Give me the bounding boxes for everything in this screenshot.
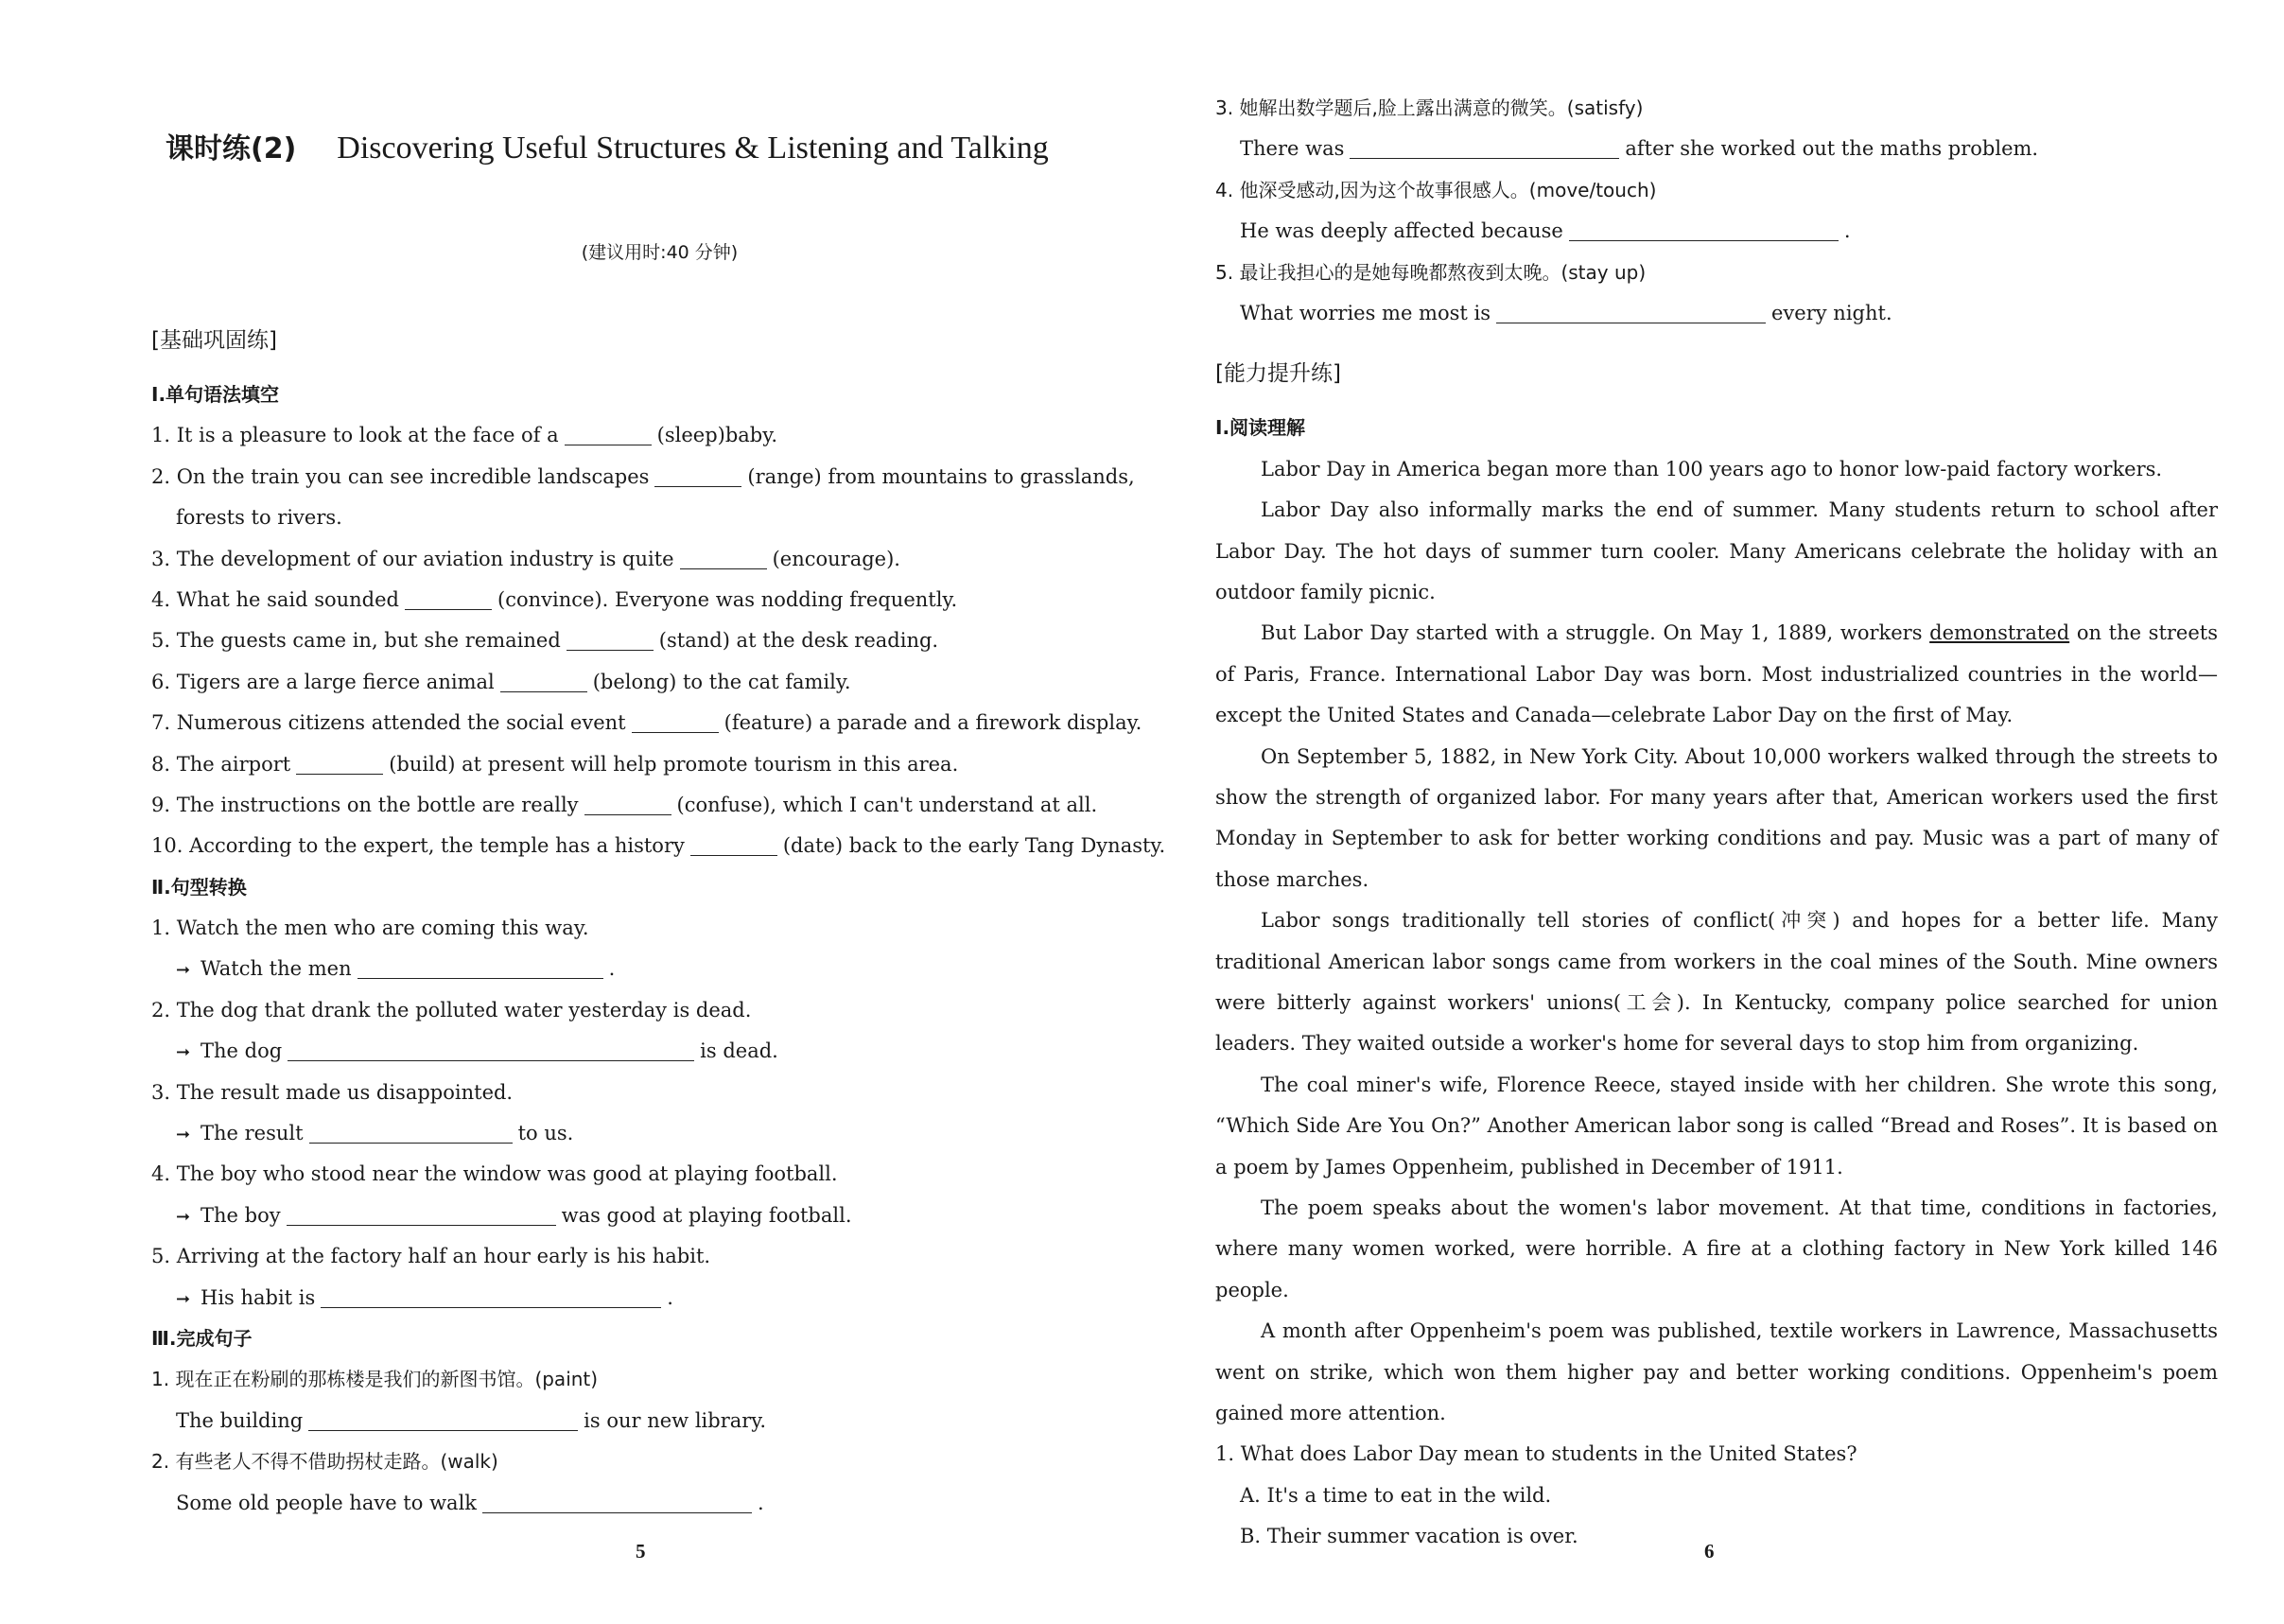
grammar-item: 6. Tigers are a large fierce animal (belong) to the cat family.: [151, 670, 851, 693]
transform-answer: ➞ The boy was good at playing football.: [151, 1196, 1220, 1236]
section-title: Ⅰ.阅读理解: [1215, 416, 1306, 440]
translation-answer: The building is our new library.: [176, 1408, 767, 1432]
answer-blank[interactable]: [680, 546, 767, 569]
grammar-item: 5. The guests came in, but she remained (stand) at the desk reading.: [151, 629, 939, 653]
translation-prompt: 2. 有些老人不得不借助拐杖走路。(walk): [151, 1450, 498, 1474]
section-title: Ⅲ.完成句子: [151, 1326, 253, 1350]
translation-answer: What worries me most is every night.: [1240, 301, 1892, 324]
grammar-item: 2. On the train you can see incredible landscapes (range) from mountains to grasslands,: [151, 464, 1135, 488]
answer-blank[interactable]: [567, 627, 654, 651]
grammar-item: 9. The instructions on the bottle are really (confuse), which I can't understand at all.: [151, 793, 1098, 816]
transform-answer: ➞ Watch the men .: [151, 949, 1220, 989]
transform-question: 1. Watch the men who are coming this way.: [151, 917, 589, 940]
translation-answer: Some old people have to walk .: [176, 1491, 764, 1514]
reading-paragraph: Labor Day also informally marks the end of summer. Many students return to school after Labor Day. The hot days of summer turn cooler. Many Americans celebrate the holiday with an outdoor family picnic.: [1215, 498, 2218, 603]
arrow-icon: ➞: [176, 1206, 191, 1227]
reading-paragraph: A month after Oppenheim's poem was published, textile workers in Lawrence, Massachusetts went on strike, which won them higher pay and better working conditions. Oppenheim's poem gained more attention.: [1215, 1319, 2218, 1425]
left-page: [151, 0, 1220, 1624]
answer-blank[interactable]: [308, 1407, 578, 1431]
transform-question: 4. The boy who stood near the window was good at playing football.: [151, 1162, 838, 1186]
translation-answer: There was after she worked out the maths problem.: [1240, 137, 2039, 161]
answer-blank[interactable]: [1350, 135, 1619, 159]
section-title: Ⅱ.句型转换: [151, 875, 247, 899]
grammar-item-continued: forests to rivers.: [176, 506, 342, 530]
transform-question: 5. Arriving at the factory half an hour early is his habit.: [151, 1245, 711, 1268]
answer-blank[interactable]: [584, 792, 671, 815]
answer-blank[interactable]: [632, 709, 719, 733]
underlined-word: demonstrated: [1929, 621, 2070, 645]
suggested-time: (建议用时:40 分钟): [581, 242, 739, 263]
answer-blank[interactable]: [296, 751, 383, 775]
reading-paragraph: The coal miner's wife, Florence Reece, stayed inside with her children. She wrote this song, “Which Side Are You On?” Another American labor song is called “Bread and Roses”. It is based on a poem by James Oppenheim, published in December of 1911.: [1215, 1073, 2218, 1179]
answer-blank[interactable]: [1569, 218, 1839, 241]
answer-blank[interactable]: [482, 1490, 752, 1513]
answer-blank[interactable]: [654, 463, 741, 487]
answer-blank[interactable]: [357, 955, 603, 979]
section-title: Ⅰ.单句语法填空: [151, 383, 280, 406]
page-number: 6: [1704, 1540, 1715, 1563]
answer-option[interactable]: A. It's a time to eat in the wild.: [1240, 1483, 1552, 1507]
reading-paragraph: Labor songs traditionally tell stories of conflict(冲突) and hopes for a better life. Many traditional American labor songs came from workers in the coal mines of the South. Mine owners were bitterly against workers' unions(工会). In Kentucky, company police searched for union leaders. They waited outside a worker's home for several days to stop him from organizing.: [1215, 909, 2218, 1056]
grammar-item: 10. According to the expert, the temple has a history (date) back to the early Tang Dynasty.: [151, 834, 1166, 858]
answer-option[interactable]: B. Their summer vacation is over.: [1240, 1525, 1578, 1548]
translation-prompt: 3. 她解出数学题后,脸上露出满意的微笑。(satisfy): [1215, 96, 1644, 119]
grammar-item: 3. The development of our aviation industry is quite (encourage).: [151, 547, 900, 570]
left-content: [151, 308, 1220, 1524]
reading-paragraph: The poem speaks about the women's labor movement. At that time, conditions in factories, where many women worked, were horrible. A fire at a clothing factory in New York killed 146 people.: [1215, 1196, 2218, 1301]
basic-header: [基础巩固练]: [151, 328, 277, 353]
answer-blank[interactable]: [405, 586, 492, 610]
answer-blank[interactable]: [288, 1038, 694, 1061]
answer-blank[interactable]: [1496, 300, 1766, 323]
advanced-header: [能力提升练]: [1215, 361, 1341, 387]
lesson-title-cn: 课时练(2): [166, 132, 297, 166]
arrow-icon: ➞: [176, 1042, 191, 1063]
answer-blank[interactable]: [500, 669, 587, 692]
answer-blank[interactable]: [565, 422, 652, 445]
grammar-item: 1. It is a pleasure to look at the face of a (sleep)baby.: [151, 424, 778, 447]
translation-prompt: 4. 他深受感动,因为这个故事很感人。(move/touch): [1215, 178, 1657, 201]
reading-paragraph: But Labor Day started with a struggle. On May 1, 1889, workers demonstrated on the streets of Paris, France. International Labor Day was born. Most industrialized countries in the world—except the United States and Canada—celebrate Labor Day on the first of May.: [1215, 621, 2218, 727]
grammar-item: 4. What he said sounded (convince). Everyone was nodding frequently.: [151, 587, 958, 611]
answer-blank[interactable]: [309, 1120, 513, 1144]
grammar-item: 8. The airport (build) at present will help promote tourism in this area.: [151, 752, 959, 776]
lesson-title-en: Discovering Useful Structures & Listening and Talking: [337, 131, 1049, 166]
transform-answer: ➞ His habit is .: [151, 1278, 1220, 1318]
arrow-icon: ➞: [176, 1125, 191, 1145]
transform-answer: ➞ The result to us.: [151, 1113, 1220, 1154]
translation-prompt: 5. 最让我担心的是她每晚都熬夜到太晚。(stay up): [1215, 260, 1647, 284]
reading-question: 1. What does Labor Day mean to students in the United States?: [1215, 1442, 1857, 1466]
lesson-title: [166, 125, 1049, 166]
grammar-item: 7. Numerous citizens attended the social event (feature) a parade and a firework display.: [151, 711, 1142, 735]
answer-blank[interactable]: [321, 1284, 661, 1308]
transform-question: 3. The result made us disappointed.: [151, 1080, 514, 1104]
transform-answer: ➞ The dog is dead.: [151, 1031, 1220, 1072]
answer-blank[interactable]: [690, 832, 777, 856]
right-page: [1215, 0, 2218, 1624]
translation-prompt: 1. 现在正在粉刷的那栋楼是我们的新图书馆。(paint): [151, 1368, 599, 1391]
answer-blank[interactable]: [287, 1202, 556, 1226]
reading-paragraph: Labor Day in America began more than 100 years ago to honor low-paid factory workers.: [1261, 457, 2163, 480]
right-content: [1215, 88, 2218, 1558]
page-number: 5: [636, 1540, 646, 1563]
arrow-icon: ➞: [176, 1288, 191, 1309]
translation-answer: He was deeply affected because .: [1240, 219, 1851, 243]
arrow-icon: ➞: [176, 960, 191, 981]
reading-paragraph: On September 5, 1882, in New York City. About 10,000 workers walked through the streets to show the strength of organized labor. For many years after that, American workers used the first Monday in September to ask for better working conditions and pay. Music was a part of many of those marches.: [1215, 744, 2218, 891]
transform-question: 2. The dog that drank the polluted water yesterday is dead.: [151, 998, 752, 1022]
